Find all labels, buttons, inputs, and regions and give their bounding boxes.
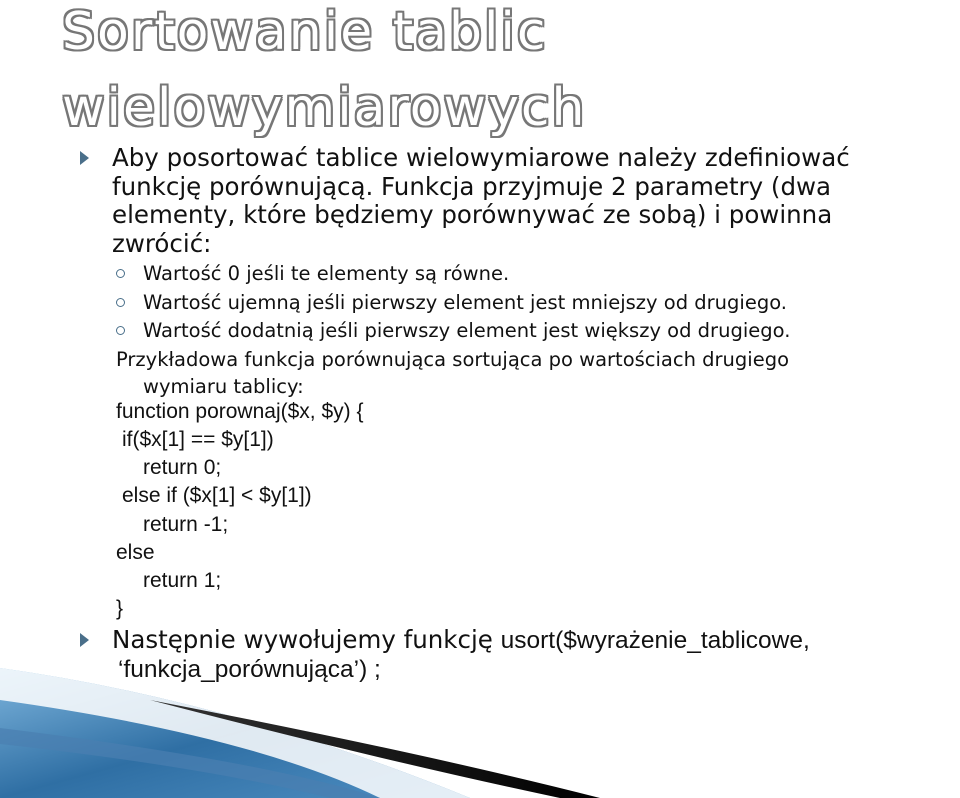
bullet-1-line: Aby posortować tablice wielowymiarowe należy zdefiniować [112, 143, 850, 172]
title-line-2: wielowymiarowych [62, 78, 587, 138]
title-line-1: Sortowanie tablic [62, 2, 548, 62]
code-line: return 0; [143, 456, 222, 479]
bullet-1-line: elementy, które będziemy porównywać ze sobą) i powinna [112, 200, 833, 229]
sub-item: Wartość dodatnią jeśli pierwszy element jest większy od drugiego. [143, 319, 791, 342]
bullet-1-line: zwrócić: [112, 228, 212, 258]
circle-bullet-icon [116, 326, 125, 335]
slide-title [62, 0, 586, 146]
bullet-2-line-1 [112, 626, 960, 656]
example-line-1: Przykładowa funkcja porównująca sortująca po wartościach drugiego [116, 348, 790, 371]
sub-item: Wartość 0 jeśli te elementy są równe. [143, 262, 510, 285]
bullet-arrow-icon [80, 151, 89, 165]
bullet-arrow-icon [80, 633, 89, 647]
code-line: if($x[1] == $y[1]) [122, 428, 274, 451]
bullet-2-line-2: ‘funkcja_porównująca’) ; [118, 655, 381, 683]
sub-item: Wartość ujemną jeśli pierwszy element jest mniejszy od drugiego. [143, 291, 787, 314]
bullet-2-prefix: Następnie wywołujemy funkcję [112, 625, 501, 654]
circle-bullet-icon [116, 298, 125, 307]
circle-bullet-icon [116, 269, 125, 278]
code-line: else [116, 541, 155, 564]
code-line: } [116, 597, 124, 620]
bullet-2-text [112, 626, 960, 684]
bullet-2-func: usort($wyrażenie_tablicowe, [500, 627, 810, 654]
code-line: function porownaj($x, $y) { [116, 400, 364, 423]
bullet-1-line: funkcję porównującą. Funkcja przyjmuje 2 parametry (dwa [112, 171, 832, 201]
code-line: return 1; [143, 569, 222, 592]
example-line-2: wymiaru tablicy: [143, 375, 304, 398]
code-line: return -1; [143, 513, 229, 536]
code-line: else if ($x[1] < $y[1]) [122, 484, 312, 507]
bullet-1-text [112, 144, 960, 258]
